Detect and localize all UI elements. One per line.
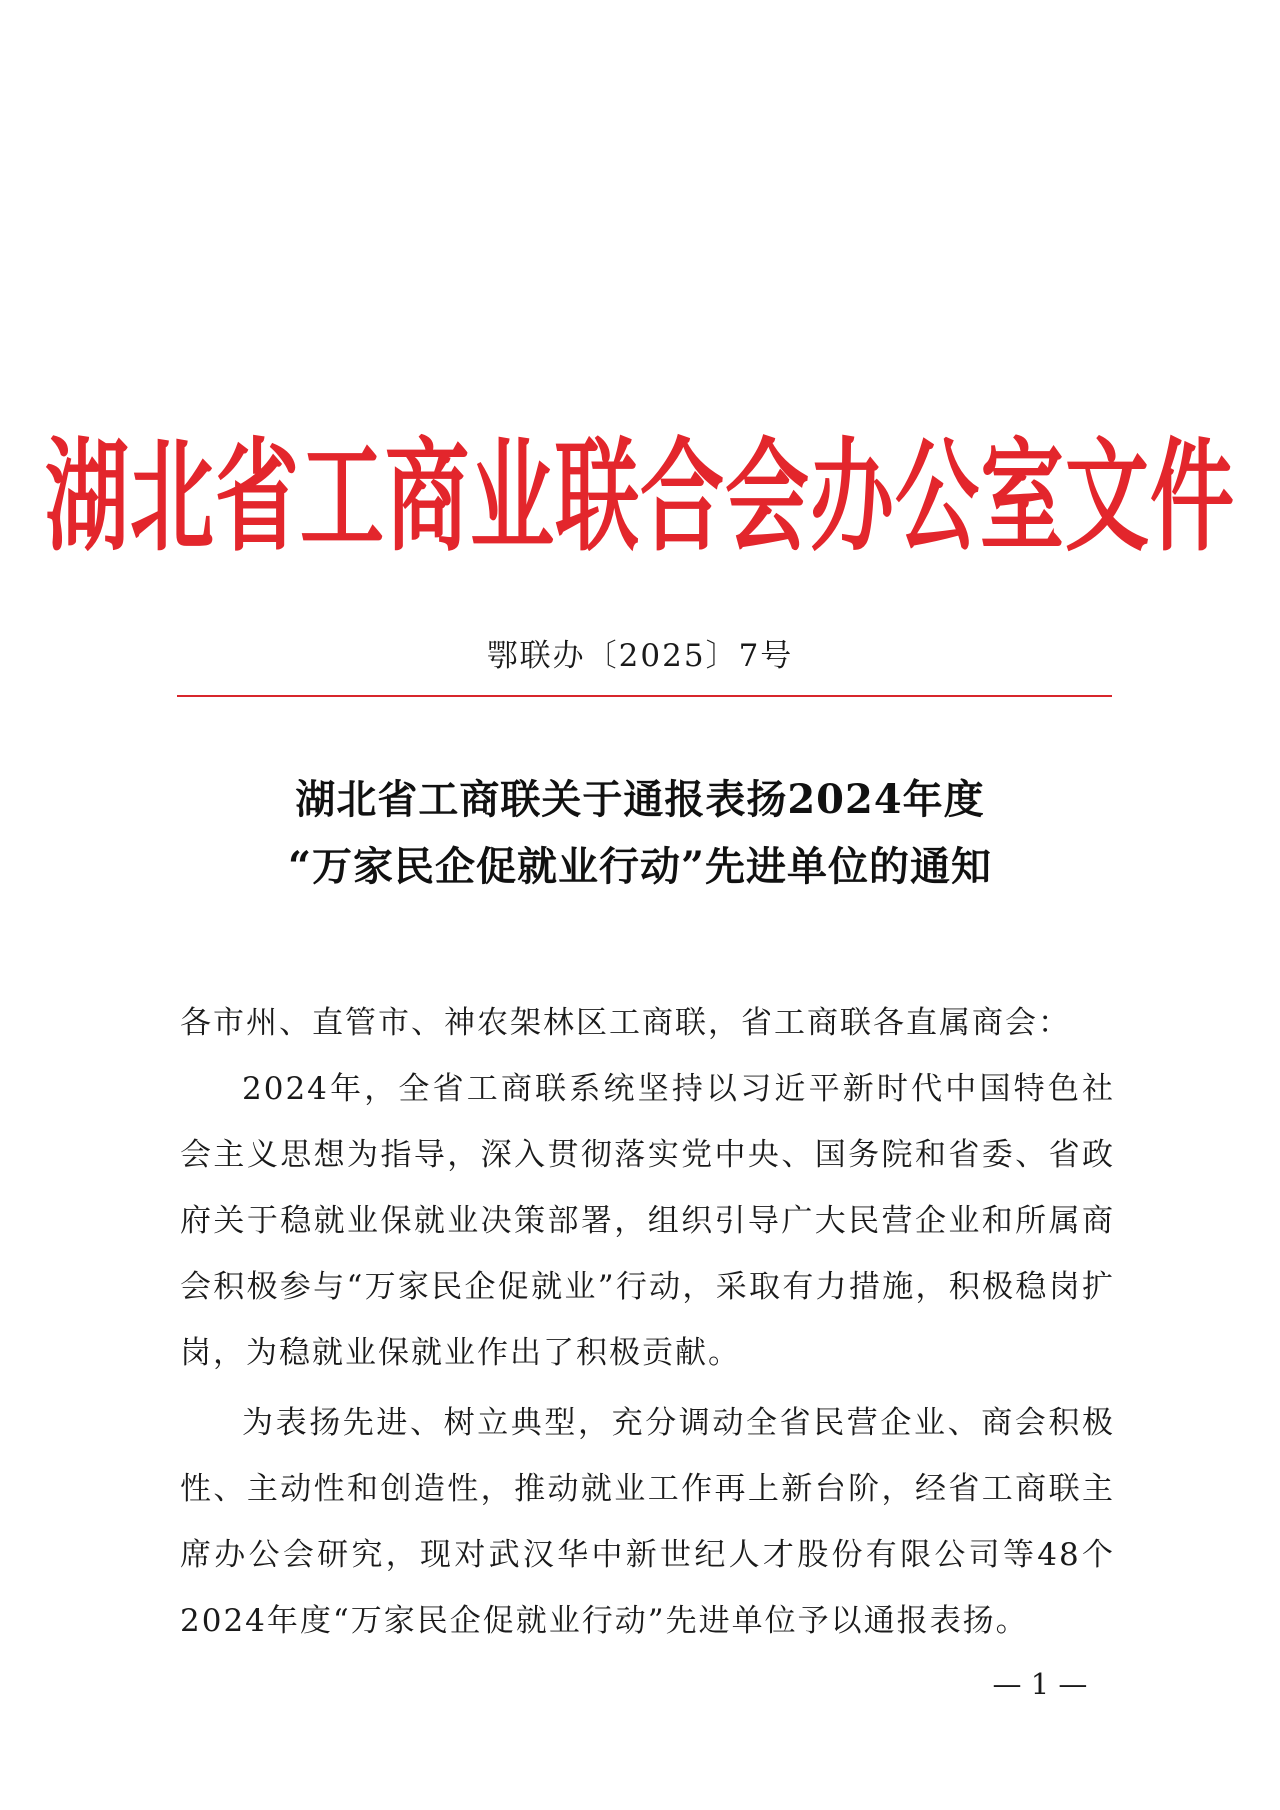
body-paragraph-2: 为表扬先进、树立典型，充分调动全省民营企业、商会积极性、主动性和创造性，推动就业工作再上新台阶，经省工商联主席办公会研究，现对武汉华中新世纪人才股份有限公司等48个2024年度“万家民企促就业行动”先进单位予以通报表扬。 bbox=[180, 1405, 1115, 1639]
masthead-title: 湖北省工商业联合会办公室文件 bbox=[45, 423, 1236, 568]
page-number: — 1 — bbox=[992, 1667, 1088, 1701]
salutation: 各市州、直管市、神农架林区工商联，省工商联各直属商会： bbox=[180, 1005, 1071, 1041]
notice-body bbox=[180, 990, 1115, 1654]
notice-title-line-1: 湖北省工商联关于通报表扬2024年度 bbox=[295, 776, 985, 823]
notice-title-line-2: “万家民企促就业行动”先进单位的通知 bbox=[287, 843, 992, 890]
red-separator-line bbox=[177, 695, 1112, 697]
document-number: 鄂联办〔2025〕7号 bbox=[486, 638, 794, 674]
body-paragraph-1: 2024年，全省工商联系统坚持以习近平新时代中国特色社会主义思想为指导，深入贯彻落实党中央、国务院和省委、省政府关于稳就业保就业决策部署，组织引导广大民营企业和所属商会积极参与“万家民企促就业”行动，采取有力措施，积极稳岗扩岗，为稳就业保就业作出了积极贡献。 bbox=[180, 1071, 1115, 1371]
notice-title bbox=[120, 766, 1160, 900]
